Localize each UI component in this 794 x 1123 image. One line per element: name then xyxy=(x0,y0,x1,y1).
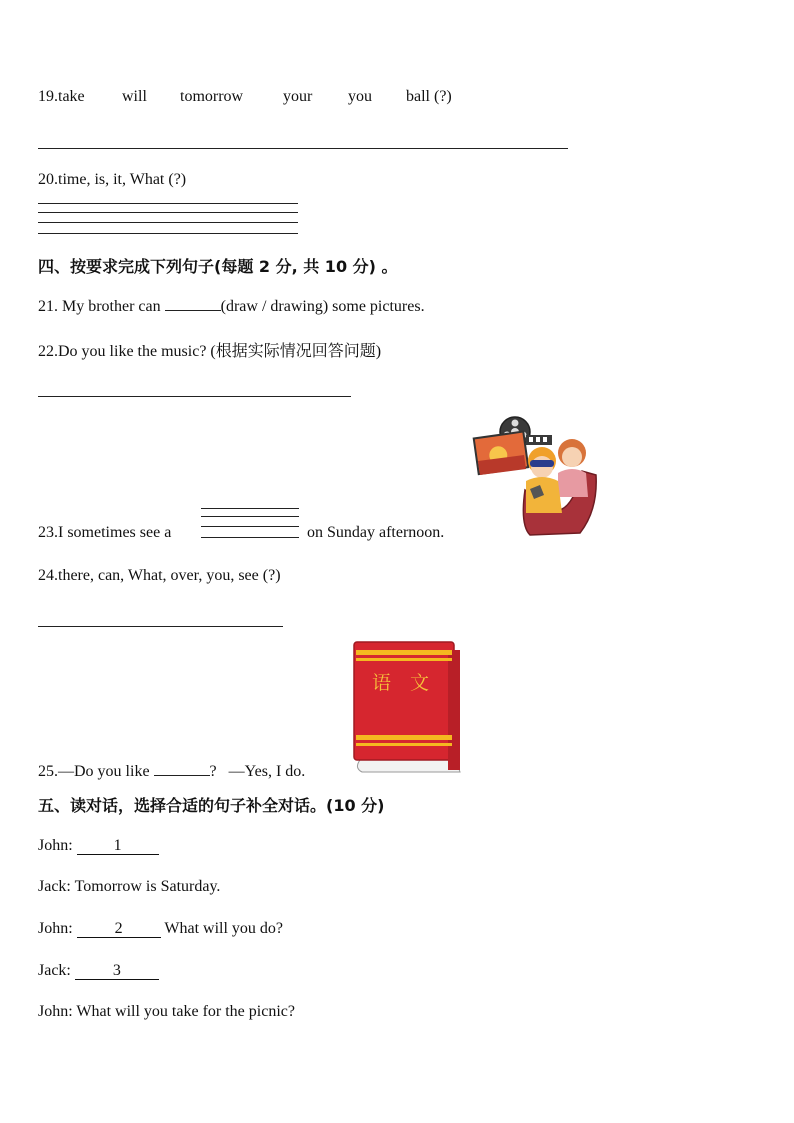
boy-icon xyxy=(526,447,562,513)
q25-before: 25.—Do you like xyxy=(38,763,150,780)
q22-answer-line[interactable] xyxy=(38,396,351,397)
q19-word-6-text: ball xyxy=(406,88,430,105)
q23-answer-line-1[interactable] xyxy=(201,508,299,509)
q20-answer-line-1[interactable] xyxy=(38,203,298,204)
dialog-line-2 xyxy=(38,878,220,896)
q25-line xyxy=(38,761,305,781)
dialog-line-4 xyxy=(38,962,159,980)
q20-answer-line-2[interactable] xyxy=(38,212,298,213)
girl-icon xyxy=(558,439,588,497)
dialog-speaker: John: xyxy=(38,1003,73,1020)
q20-answer-line-3[interactable] xyxy=(38,222,298,223)
dialog-speaker: Jack: xyxy=(38,962,71,979)
q19-word-4: your xyxy=(283,88,313,105)
dialog-speaker: Jack: xyxy=(38,878,71,895)
chinese-book-illustration xyxy=(352,640,464,774)
dialog-blank-1[interactable]: 1 xyxy=(77,838,159,855)
movie-screen-icon xyxy=(474,432,529,475)
dialog-text: What will you do? xyxy=(164,920,284,937)
dialog-text: Tomorrow is Saturday. xyxy=(74,878,221,895)
q25-blank[interactable] xyxy=(154,761,210,776)
q19-word-3: tomorrow xyxy=(180,88,244,105)
q19-answer-line[interactable] xyxy=(38,148,568,149)
q19-word-5: you xyxy=(348,88,372,105)
q23-before: 23.I sometimes see a xyxy=(38,524,172,541)
book-pages xyxy=(357,760,460,772)
section-4-heading: 四、按要求完成下列句子(每题 2 分, 共 10 分) 。 xyxy=(38,257,398,276)
dialog-speaker: John: xyxy=(38,837,73,854)
q19-word-6 xyxy=(406,88,452,106)
q23-answer-line-4[interactable] xyxy=(201,537,299,538)
q21-line xyxy=(38,296,425,316)
q19-tail: (?) xyxy=(434,88,452,105)
q21-after: (draw / drawing) some pictures. xyxy=(220,298,425,315)
q23-answer-line-2[interactable] xyxy=(201,516,299,517)
q24-answer-line[interactable] xyxy=(38,626,283,627)
q20-answer-line-4[interactable] xyxy=(38,233,298,234)
cinema-illustration xyxy=(470,415,602,543)
q25-after: —Yes, I do. xyxy=(228,763,306,780)
book-cover-text: 语 文 xyxy=(372,672,430,694)
q22-text: 22.Do you like the music? (根据实际情况回答问题) xyxy=(38,343,382,360)
dialog-line-3 xyxy=(38,920,283,938)
q21-blank[interactable] xyxy=(165,296,221,311)
q20-text: 20.time, is, it, What (?) xyxy=(38,171,187,188)
section-5-heading: 五、读对话，选择合适的句子补全对话。(10 分) xyxy=(38,796,385,815)
q24-text: 24.there, can, What, over, you, see (?) xyxy=(38,567,281,584)
dialog-blank-3[interactable]: 3 xyxy=(75,963,159,980)
q19-number: 19. xyxy=(38,88,58,105)
q21-before: 21. My brother can xyxy=(38,298,161,315)
q25-mid: ? xyxy=(209,763,217,780)
dialog-line-1 xyxy=(38,837,159,855)
q19-line xyxy=(38,88,85,106)
dialog-blank-2[interactable]: 2 xyxy=(77,921,161,938)
q19-word-1: take xyxy=(58,88,85,105)
dialog-line-5 xyxy=(38,1003,295,1021)
dialog-speaker: John: xyxy=(38,920,73,937)
dialog-text: What will you take for the picnic? xyxy=(76,1003,295,1020)
q19-word-2: will xyxy=(122,88,147,105)
q23-after: on Sunday afternoon. xyxy=(307,524,445,541)
q23-answer-line-3[interactable] xyxy=(201,526,299,527)
